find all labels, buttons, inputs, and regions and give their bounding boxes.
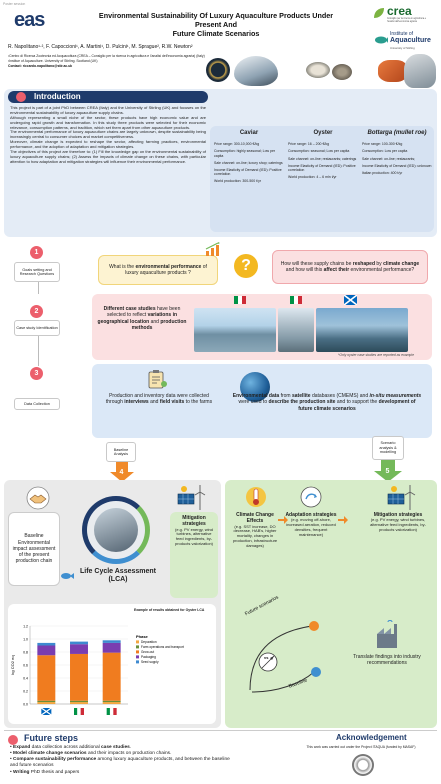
step-5-number: 5: [385, 468, 390, 475]
legend-label: Grow-out: [141, 650, 155, 654]
baseline-label: Baseline: [288, 677, 309, 690]
bar-segment: [103, 702, 121, 704]
poster-title: Environmental Sustainability Of Luxury Aquaculture Products Under Present And Future Climate Scenarios: [98, 11, 334, 38]
connector-2-3: [38, 336, 39, 366]
flag-italy-white: [77, 708, 80, 715]
future-steps-list: [10, 745, 232, 776]
oyster-open-image: [306, 62, 330, 78]
data-collection-right-text: Environmental data from satellite databases (CMEMS) and in-situ measurements were used to describe the production site and to support the development of future climate scenarios: [232, 393, 422, 412]
future-step-item: • Compare sustainability performance among luxury aquaculture products, and between the baseline and future scenarios: [10, 757, 230, 769]
mullet-image: [404, 54, 436, 88]
flag-italy-icon: [290, 296, 302, 304]
future-step-item: • Writing PhD thesis and papers: [10, 769, 80, 775]
y-tick-label: 1.2: [23, 624, 28, 629]
future-step-item: • Model climate change scenarios and their impacts on production chains.: [10, 751, 172, 757]
y-tick-label: 0.8: [23, 650, 28, 655]
case-photo-italy-1: [194, 308, 276, 352]
case-study-text: Different case studies have been selected to reflect variations in geographical location and production methods: [97, 306, 187, 331]
case-study-note: *Only oyster case studies are reported as example: [338, 353, 414, 357]
legend-label: Packaging: [141, 655, 156, 659]
y-tick-label: 0.4: [23, 676, 28, 681]
bar-segment: [70, 642, 88, 645]
scenario-mitigation: Mitigation strategies (e.g. PV energy, wind turbines, alternative feed ingredients, by-products valorization): [370, 512, 426, 532]
intro-p3: The environmental performance of luxury aquaculture chains are largely unknown, despite sustainability being increasingly central to consumer choices and market competitiveness.: [10, 129, 206, 140]
right-arrow-icon: [278, 516, 288, 524]
y-tick-label: 0.2: [23, 689, 28, 694]
step-4-label: Baseline Analysis: [106, 442, 136, 462]
adaptation-strategies: Adaptation strategies (e.g. moving off-shore, increased aeration, reduced densities, frequent maintenance): [285, 512, 337, 537]
legend-swatch: [136, 660, 139, 663]
fish-icon: [60, 568, 74, 584]
bar-segment: [37, 643, 55, 646]
data-collection-left-text: Production and inventory data were collected through interviews and field visits to the farms: [105, 393, 213, 406]
step-2-number: 2: [30, 305, 43, 318]
y-tick-label: 0.0: [23, 702, 28, 707]
oyster-column: Oyster Price range: 16 – 200 €/kg Consumption: seasonal; Low per capita Sale channel: on-line; restaurants; caterings Income Elasticity of Demand (IED): Positive correlation World production: 4 – 6 mln t/yr: [288, 130, 357, 180]
adaptation-icon: [300, 486, 322, 508]
future-steps-heading: Future steps: [24, 733, 79, 743]
lca-title: Life Cycle Assessment (LCA): [80, 568, 156, 584]
step-2-label: Case study Identification: [14, 320, 60, 336]
intro-p5: The objectives of this project are therefore to: (1) Fill the knowledge gap on the environmental sustainability of luxury aquaculture supply chains; (2) Assess the impacts of climate change on these chains, with particular attention to how adaptation and mitigation strategies will influence their environmental performance.: [10, 148, 206, 164]
baseline-mitigation-box: Mitigation strategies (e.g. PV energy, wind turbines, alternative feed ingredients, by-products valorization): [170, 512, 218, 598]
connector-1-2: [38, 282, 39, 294]
question-mark-icon: ?: [234, 254, 258, 278]
corner-tag: Poster session: [3, 2, 26, 6]
bar-segment: [70, 702, 88, 704]
footer-divider: [4, 730, 437, 731]
lca-photo: [94, 508, 138, 552]
intro-header-bar: [8, 91, 208, 103]
bar-segment: [37, 702, 55, 704]
chart-title: Example of results obtained for Oyster LCA: [134, 608, 205, 612]
legend-label: Farm operations and transport: [141, 645, 184, 649]
flag-italy-white: [110, 708, 113, 715]
bar-segment: [37, 655, 55, 701]
intro-p2: Although representing a small niche of the sector, these products have high economic value and are undergoing rapid growth and transformation. In this study three products were selected for their economic relevance, consumption patterns, and tradition, which set them apart from other aquaculture products.: [10, 114, 206, 130]
affiliation-1: ¹Centro di Ricerca Zootecnia ed Acquacoltura (CREA – Consiglio per la ricerca in agricoltura e l'analisi dell'economia agraria) (Italy): [8, 54, 205, 58]
legend-swatch: [136, 645, 139, 648]
thermometer-icon: [244, 486, 268, 508]
product-photos: [206, 54, 436, 88]
flag-italy-icon: [234, 296, 246, 304]
flag-italy-icon: [74, 708, 77, 715]
future-scenarios-label: Future scenarios: [244, 594, 280, 618]
future-step-item: • Expand data collection across additional case studies.: [10, 745, 132, 750]
contact: Contact: riccardo.napolitano@stir.ac.uk: [8, 64, 73, 68]
solar-wind-icon: [386, 484, 416, 510]
clipboard-icon: [146, 369, 168, 389]
eas-logo: eas: [14, 9, 45, 31]
question-2-box: How will these supply chains be reshaped by climate change and how will this affect their environmental performance?: [272, 250, 428, 284]
y-tick-label: 1.0: [23, 637, 28, 642]
affiliation-2: ²Institue of Aquaculture. University of Stirling. Scotland (UK): [8, 59, 98, 63]
step-5-label: Scenario analysis & modelling: [372, 436, 404, 460]
step-1-label: Goals setting and Research Questions: [14, 262, 60, 282]
case-photo-scotland: [316, 308, 408, 352]
ack-text: This work was carried out under the Project ITAQUA (funded by MASAF): [306, 745, 416, 749]
intro-heading: Introduction: [34, 92, 81, 101]
lca-bar-chart: [8, 620, 214, 724]
bar-segment: [103, 653, 121, 701]
step-4-number: 4: [119, 469, 124, 476]
flag-italy-red: [81, 708, 84, 715]
bar-segment: [37, 701, 55, 702]
intro-bullet-icon: [16, 92, 26, 102]
step-1-number: 1: [30, 246, 43, 259]
caviar-tin-image: [206, 58, 230, 82]
legend-swatch: [136, 650, 139, 653]
product-table: [210, 126, 434, 232]
bar-segment: [103, 701, 121, 702]
handshake-icon: [24, 486, 52, 510]
flag-italy-red: [113, 708, 116, 715]
scenario-comparison-diagram: [232, 612, 328, 702]
solar-wind-icon: [176, 484, 206, 510]
right-arrow-icon: [338, 516, 348, 524]
authors: R. Napolitano¹·², F. Capoccioni¹, A. Martini¹, D. Pulcini¹, M. Sprague², R.W. Newton²: [8, 44, 193, 50]
fish-logo-icon: [374, 33, 388, 47]
bottarga-column: Bottarga (mullet roe) Price range: 100-300 €/kg Consumption: Low per capita Sale channel: on-line; restaurants; Income Elasticity of Demand (IED): unknown Italian production: 400 t/yr: [362, 130, 432, 175]
legend-label: Seed supply: [141, 660, 159, 664]
bar-segment: [70, 644, 88, 654]
intro-p4: Moreover, climate change is expected to reshape the sector, affecting farming practices, environmental performance, and the adoption of adaptation and mitigation strategies.: [10, 139, 206, 149]
bar-segment: [70, 654, 88, 701]
step-3-label: Data Collection: [14, 398, 60, 410]
vs-label: vs: [264, 655, 269, 660]
flag-scotland-icon: [344, 295, 357, 305]
legend-swatch: [136, 640, 139, 643]
translate-findings: Translate findings into industry recommendations: [353, 654, 421, 667]
crea-leaf-icon: [372, 6, 386, 20]
bar-segment: [103, 640, 121, 643]
caviar-column: Caviar Price range: 300-10,000 €/kg Consumption: highly seasonal; Low per capita Sale channel: on-line; luxury shop; caterings Income Elasticity of Demand (IED): Positive correlation World production: 300-500 t/yr: [214, 130, 283, 184]
oyster-closed-image: [332, 64, 352, 80]
bar-growth-icon: [204, 241, 226, 257]
italian-emblem-icon: [352, 754, 374, 776]
step-3-number: 3: [30, 367, 43, 380]
bar-segment: [70, 701, 88, 702]
intro-p1: This project is part of a joint PhD between CREA (Italy) and the University of Stirling (UK) and focuses on the environmental sustainability of luxury aquaculture supply chains.: [10, 105, 206, 115]
baseline-box: Baseline Environmental impact assessment of the present production chain: [8, 512, 60, 586]
bar-segment: [37, 646, 55, 656]
legend-swatch: [136, 655, 139, 658]
flag-italy-icon: [107, 708, 110, 715]
intro-text: [10, 106, 206, 165]
future-steps-bullet-icon: [8, 735, 18, 745]
legend-label: Depuration: [141, 640, 157, 644]
question-1-box: What is the environmental performance of luxury aquaculture products ?: [98, 255, 218, 285]
climate-change-effects: Climate Change Effects (e.g. SST increase, DO decrease, HAB's, higher mortality, changes in production, infrastructure damages): [232, 512, 278, 548]
y-axis-label: kg CO2 eq: [10, 655, 15, 675]
ack-heading: Acknowledgement: [336, 733, 407, 742]
legend-title: Phase: [136, 634, 148, 639]
industry-flow-icon: [374, 620, 402, 650]
sturgeon-image: [234, 56, 278, 86]
bar-segment: [103, 643, 121, 653]
y-tick-label: 0.6: [23, 663, 28, 668]
case-photo-italy-2: [278, 308, 314, 352]
